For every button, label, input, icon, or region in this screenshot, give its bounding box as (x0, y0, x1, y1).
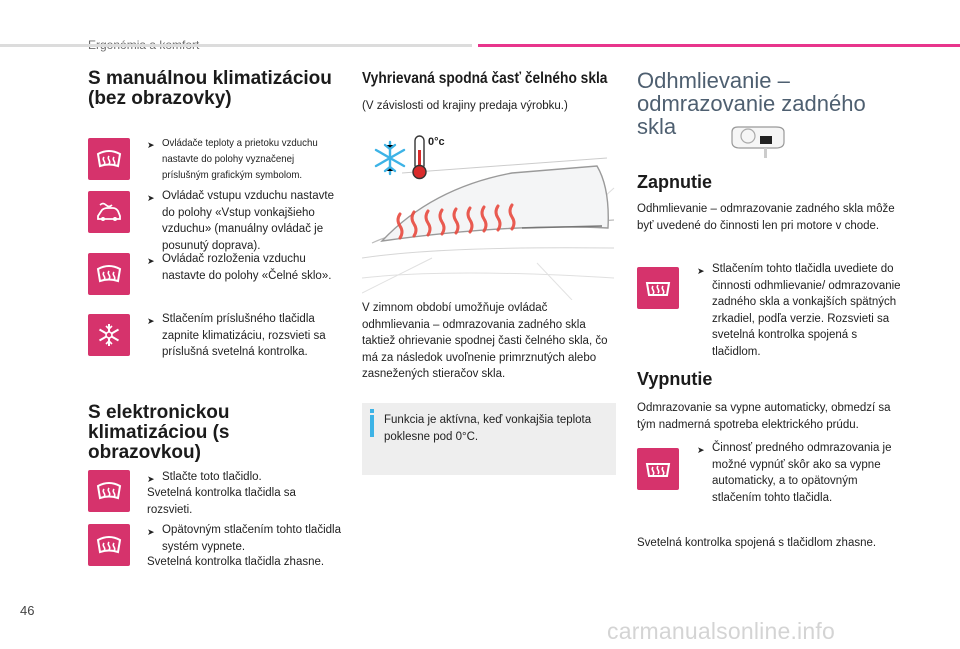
bullet: ➤ (147, 527, 155, 537)
heated-windscreen-tile (88, 524, 130, 566)
heated-windscreen-icon (94, 259, 124, 289)
snowflake-icon (376, 142, 404, 174)
switch-on-item-text: Stlačením tohto tlačidla uvediete do činnosti odhmlievanie/ odmrazovanie zadného skla a vonkajších spätných zrkadiel, podľa verzie. Rozsvieti sa svetelná kontrolka spojená s tlačidlom. (712, 263, 901, 358)
switch-off-title: Vypnutie (637, 369, 713, 389)
bullet: ➤ (697, 266, 705, 276)
heated-windscreen-body: V zimnom období umožňuje ovládač odhmlievania – odmrazovania zadného skla taktiež ohrievanie spodnej časti čelného skla, čo má za následok uvoľnenie primrznutých alebo zasnežených stieračov skla. (362, 302, 608, 380)
air-intake-tile (88, 191, 130, 233)
thermometer-icon (413, 136, 426, 179)
rear-view-mirror-illustration (728, 124, 788, 160)
country-note: (V závislosti od krajiny predaja výrobku.) (362, 100, 568, 112)
bullet: ➤ (697, 445, 705, 455)
header-accent-bar (478, 44, 960, 47)
header-bar (0, 44, 472, 47)
windshield-illustration (362, 128, 616, 300)
heated-lower-windscreen-title: Vyhrievaná spodná časť čelného skla (362, 70, 608, 87)
electronic-item-2-note: Svetelná kontrolka tlačidla zhasne. (147, 556, 325, 568)
switch-off-text: Odmrazovanie sa vypne automaticky, obmedzí sa tým nadmerná spotreba elektrického prúdu. (637, 402, 891, 431)
page-number: 46 (20, 603, 35, 618)
info-note-text: Funkcia je aktívna, keď vonkajšia teplota poklesne pod 0°C. (384, 414, 592, 443)
temperature-label: 0°c (428, 136, 445, 148)
manual-item-4-text: Stlačením príslušného tlačidla zapnite klimatizáciu, rozsvieti sa príslušná svetelná kontrolka. (162, 313, 326, 358)
manual-item-3-text: Ovládač rozloženia vzduchu nastavte do polohy «Čelné sklo». (162, 253, 332, 282)
bullet: ➤ (147, 193, 155, 203)
bullet: ➤ (147, 316, 155, 326)
switch-on-text: Odhmlievanie – odmrazovanie zadného skla môže byť uvedené do činnosti len pri motore v chode. (637, 203, 895, 232)
electronic-ac-title: S elektronickou klimatizáciou (s obrazovkou) (88, 402, 230, 463)
snowflake-icon (94, 320, 124, 350)
switch-off-footer: Svetelná kontrolka spojená s tlačidlom zhasne. (637, 537, 877, 549)
info-icon (370, 415, 374, 437)
heated-windscreen-icon (94, 144, 124, 174)
rear-demist-tile (637, 448, 679, 490)
bullet: ➤ (147, 140, 155, 150)
bullet: ➤ (147, 474, 155, 484)
air-intake-icon (94, 197, 124, 227)
electronic-item-2-text: Opätovným stlačením tohto tlačidla systém vypnete. (162, 524, 341, 553)
info-note-box (362, 403, 616, 475)
heated-windscreen-tile (88, 470, 130, 512)
rear-demist-tile (637, 267, 679, 309)
rear-demist-icon (643, 454, 673, 484)
manual-ac-title: S manuálnou klimatizáciou (bez obrazovky) (88, 68, 332, 109)
electronic-item-1-text: Stlačte toto tlačidlo. (162, 471, 262, 483)
rear-demist-icon (643, 273, 673, 303)
watermark: carmanualsonline.info (607, 618, 835, 644)
heated-windscreen-tile (88, 253, 130, 295)
manual-item-1-text: Ovládače teploty a prietoku vzduchu nastavte do polohy vyznačenej príslušným grafickým symbolom. (162, 137, 318, 181)
bullet: ➤ (147, 256, 155, 266)
heated-windscreen-icon (94, 530, 124, 560)
rear-demist-title: Odhmlievanie – odmrazovanie zadného skla (637, 68, 866, 139)
heated-windscreen-tile (88, 138, 130, 180)
ac-snowflake-tile (88, 314, 130, 356)
manual-item-2-text: Ovládač vstupu vzduchu nastavte do polohy «Vstup vonkajšieho vzduchu» (manuálny ovládač je posunutý doprava). (162, 190, 334, 252)
electronic-item-1-note: Svetelná kontrolka tlačidla sa rozsvieti. (147, 487, 296, 516)
heated-windscreen-icon (94, 476, 124, 506)
switch-on-title: Zapnutie (637, 172, 712, 192)
switch-off-item-text: Činnosť predného odmrazovania je možné vypnúť skôr ako sa vypne automaticky, a to opätovným stlačením tohto tlačidla. (712, 442, 892, 504)
